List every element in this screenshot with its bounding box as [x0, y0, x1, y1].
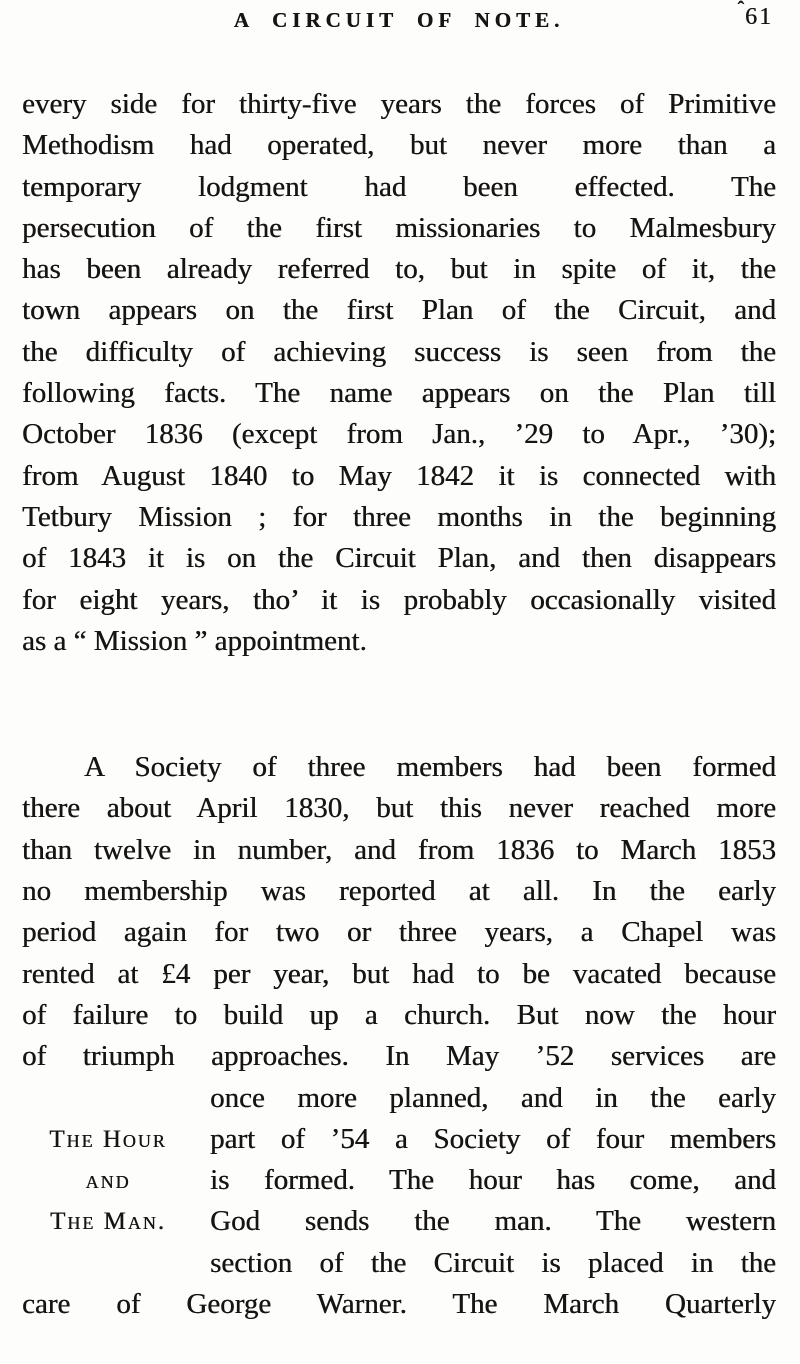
text-line: from August 1840 to May 1842 it is connected with	[22, 459, 776, 492]
text-line: than twelve in number, and from 1836 to March 1853	[22, 833, 776, 866]
hour-row	[22, 1243, 776, 1284]
text-line: section of the Circuit is placed in the	[210, 1246, 776, 1279]
text-line: of triumph approaches. In May ’52 services are	[22, 1040, 776, 1073]
text-line: rented at £4 per year, but had to be vacated because	[22, 957, 776, 990]
paragraph-1	[22, 84, 776, 662]
text-line: following facts. The name appears on the Plan till	[22, 377, 776, 410]
hour-row	[22, 1201, 776, 1242]
closing-line: care of George Warner. The March Quarterly	[22, 1288, 776, 1321]
running-header	[22, 0, 776, 44]
text-line: no membership was reported at all. In the early	[22, 875, 776, 908]
scan-artifact: ˆ	[737, 0, 746, 20]
page-number	[737, 0, 773, 31]
hour-row	[22, 1078, 776, 1119]
text-line: October 1836 (except from Jan., ’29 to Apr., ’30);	[22, 418, 776, 451]
text-line: for eight years, tho’ it is probably occasionally visited	[22, 583, 776, 616]
text-line: of failure to build up a church. But now the hour	[22, 998, 776, 1031]
text-line: Methodism had operated, but never more than a	[22, 129, 776, 162]
text-line: every side for thirty-five years the forces of Primitive	[22, 88, 776, 120]
text-line: of 1843 it is on the Circuit Plan, and then disappears	[22, 542, 776, 575]
running-head-title: A CIRCUIT OF NOTE.	[233, 8, 565, 32]
sidenote-the-hour: The Hour	[49, 1125, 167, 1153]
hour-row	[22, 1160, 776, 1201]
sidenote-the-man: The Man.	[50, 1208, 166, 1236]
text-line: period again for two or three years, a Chapel was	[22, 916, 776, 949]
text-line: part of ’54 a Society of four members	[210, 1122, 776, 1155]
text-line: town appears on the first Plan of the Circuit, and	[22, 294, 776, 327]
paragraph-2	[22, 747, 776, 1077]
text-line: the difficulty of achieving success is seen from the	[22, 335, 776, 368]
text-line: persecution of the first missionaries to Malmesbury	[22, 211, 776, 244]
text-line: once more planned, and in the early	[210, 1081, 776, 1114]
text-line: has been already referred to, but in spite of it, the	[22, 253, 776, 286]
text-line: as a “ Mission ” appointment.	[22, 624, 367, 657]
sidenote-and: and	[85, 1167, 131, 1195]
hour-row	[22, 1119, 776, 1160]
text-line: temporary lodgment had been effected. The	[22, 170, 776, 203]
page-body	[22, 84, 776, 1325]
sidenote-spacer	[22, 1078, 210, 1119]
hour-and-man-section	[22, 1078, 776, 1326]
sidenote-spacer	[22, 1243, 210, 1284]
page-number-value: 61	[745, 4, 773, 30]
text-line: A Society of three members had been formed	[84, 751, 776, 784]
text-line: there about April 1830, but this never reached more	[22, 792, 776, 825]
text-line: Tetbury Mission ; for three months in the beginning	[22, 500, 776, 533]
text-line: God sends the man. The western	[210, 1205, 776, 1238]
text-line: is formed. The hour has come, and	[210, 1164, 776, 1197]
